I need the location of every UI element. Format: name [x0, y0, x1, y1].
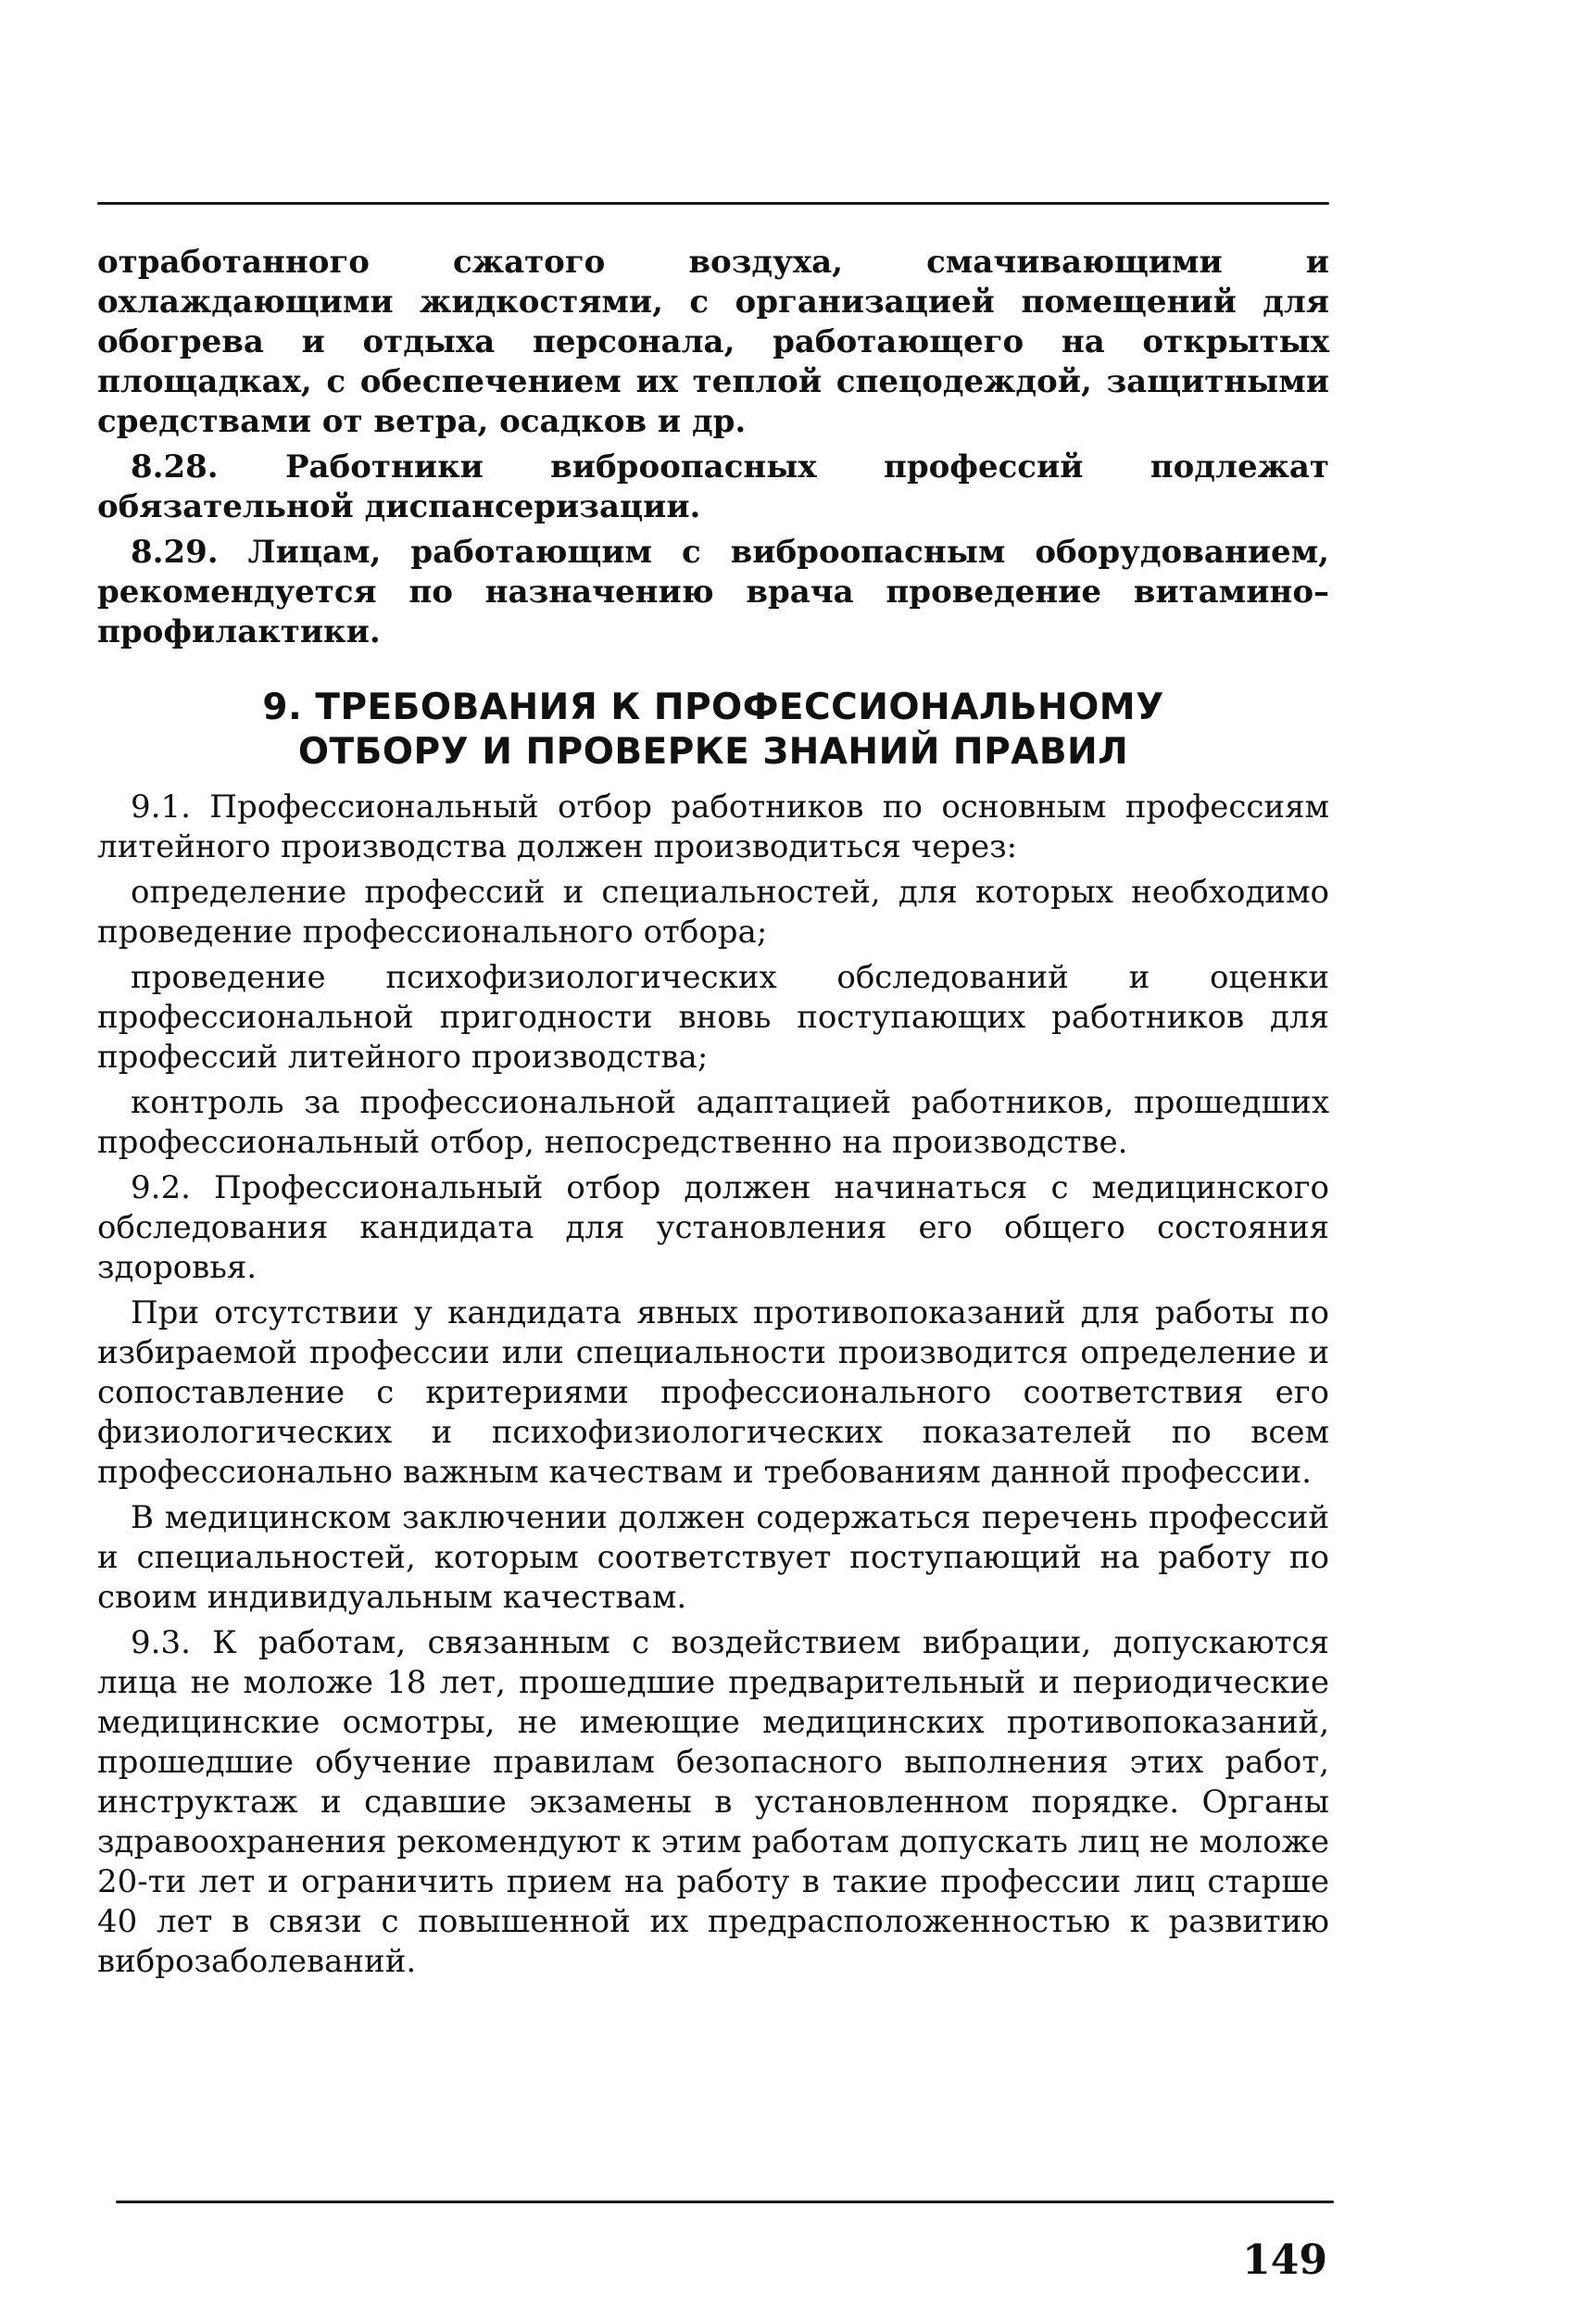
- section-heading: [97, 686, 1329, 775]
- section-heading-line-2: ОТБОРУ И ПРОВЕРКЕ ЗНАНИЙ ПРАВИЛ: [297, 731, 1129, 773]
- paragraph-contraindications: При отсутствии у кандидата явных противопоказаний для работы по избираемой профессии или специальности производится определение и сопоставление с критериями профессионального соответствия его физиологических и психофизиологических показателей по всем профессионально важным качествам и требованиям данной профессии.: [97, 1294, 1329, 1491]
- paragraph-continuation: отработанного сжатого воздуха, смачивающими и охлаждающими жидкостями, с организацией помещений для обогрева и отдыха персонала, работающего на открытых площадках, с обеспечением их теплой спецодеждой, защитными средствами от ветра, осадков и др.: [97, 244, 1329, 440]
- page-number: 149: [1242, 2237, 1327, 2284]
- top-rule: [97, 202, 1329, 205]
- list-item-definition: определение профессий и специальностей, для которых необходимо проведение профессионального отбора;: [97, 874, 1329, 951]
- paragraph-9-1: 9.1. Профессиональный отбор работников по основным профессиям литейного производства должен производиться через:: [97, 788, 1329, 865]
- list-item-examinations: проведение психофизиологических обследований и оценки профессиональной пригодности вновь поступающих работников для профессий литейного производства;: [97, 959, 1329, 1076]
- paragraph-9-2: 9.2. Профессиональный отбор должен начинаться с медицинского обследования кандидата для установления его общего состояния здоровья.: [97, 1169, 1329, 1286]
- paragraph-9-3: 9.3. К работам, связанным с воздействием вибрации, допускаются лица не моложе 18 лет, прошедшие предварительный и периодические медицинские осмотры, не имеющие медицинских противопоказаний, прошедшие обучение правилам безопасного выполнения этих работ, инструктаж и сдавшие экзамены в установленном порядке. Органы здравоохранения рекомендуют к этим работам допускать лиц не моложе 20-ти лет и ограничить прием на работу в такие профессии лиц старше 40 лет в связи с повышенной их предрасположенностью к развитию виброзаболеваний.: [97, 1624, 1329, 1980]
- paragraph-8-28: 8.28. Работники виброопасных профессий подлежат обязательной диспансеризации.: [97, 448, 1329, 525]
- paragraph-8-29: 8.29. Лицам, работающим с виброопасным оборудованием, рекомендуется по назначению врача проведение витамино–профилактики.: [97, 534, 1329, 650]
- section-heading-line-1: 9. ТРЕБОВАНИЯ К ПРОФЕССИОНАЛЬНОМУ: [262, 687, 1164, 728]
- list-item-adaptation-control: контроль за профессиональной адаптацией работников, прошедших профессиональный отбор, непосредственно на производстве.: [97, 1084, 1329, 1161]
- paragraph-medical-conclusion: В медицинском заключении должен содержаться перечень профессий и специальностей, которым соответствует поступающий на работу по своим индивидуальным качествам.: [97, 1499, 1329, 1616]
- bottom-rule: [116, 2201, 1334, 2203]
- page-body: [97, 243, 1329, 1987]
